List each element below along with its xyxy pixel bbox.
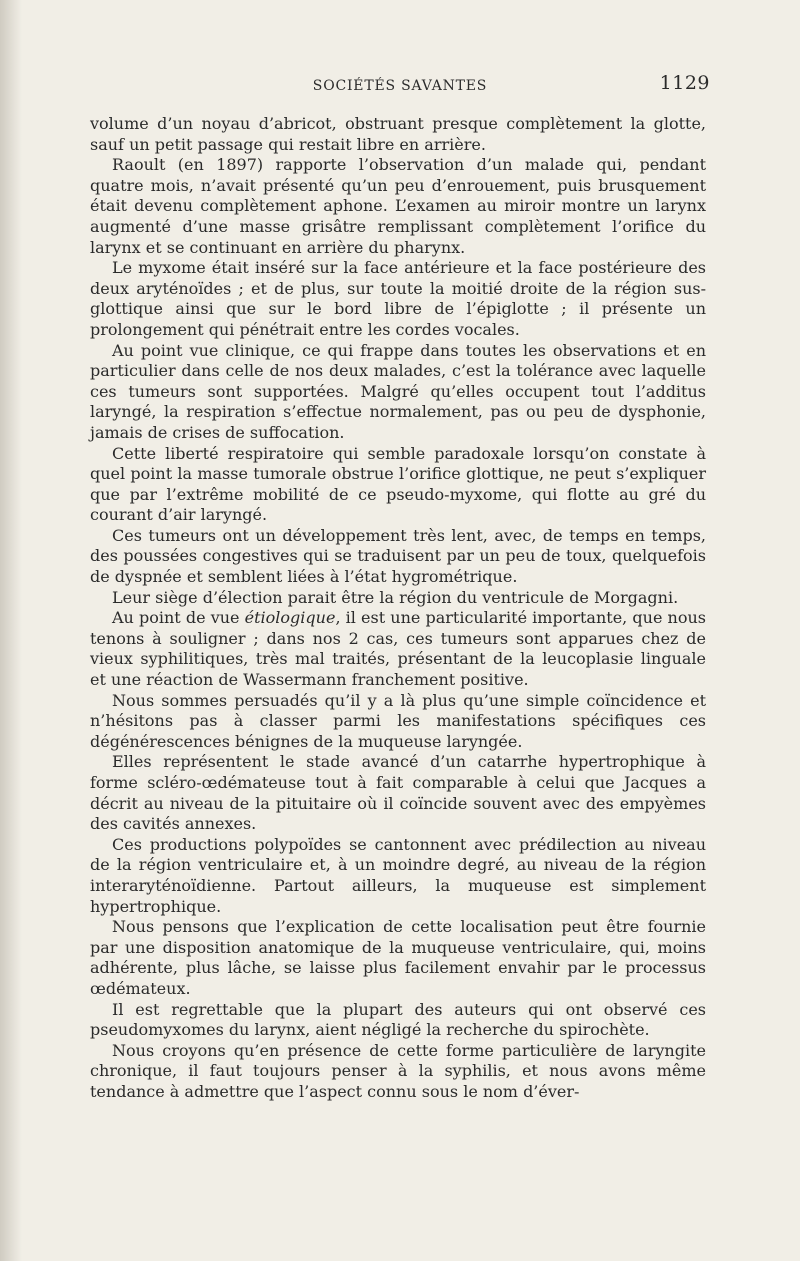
paragraph-7: Leur siège d’élection parait être la région du ventricule de Morgagni. xyxy=(112,587,679,607)
paragraph-4: Au point vue clinique, ce qui frappe dans toutes les observations et en particulier dans celle de nos deux malades, c’est la tolérance avec laquelle ces tumeurs sont supportées. Malgré qu’elles occupent tout l’additus laryngé, la respiration s’effectue normalement, pas ou peu de dysphonie, jamais de crises de suffocation. xyxy=(90,340,706,442)
paragraph-6: Ces tumeurs ont un développement très lent, avec, de temps en temps, des poussées congestives qui se traduisent par un peu de toux, quelquefois de dyspnée et semblent liées à l’état hygrométrique. xyxy=(90,525,706,587)
page-number: 1129 xyxy=(659,72,710,94)
paragraph-13: Il est regrettable que la plupart des auteurs qui ont observé ces pseudomyxomes du larynx, aient négligé la recherche du spirochète. xyxy=(90,999,706,1040)
running-title: SOCIÉTÉS SAVANTES xyxy=(312,78,488,94)
paragraph-10: Elles représentent le stade avancé d’un catarrhe hypertrophique à forme scléro-œdémateuse tout à fait comparable à celui que Jacques a décrit au niveau de la pituitaire où il coïncide souvent avec des empyèmes des cavités annexes. xyxy=(90,752,706,834)
etiology-after: , il est une particularité importante, que nous tenons à souligner ; dans nos 2 cas, ces tumeurs sont apparues chez de vieux syphilitiques, très mal traités, présentant de la leucoplasie linguale et une réaction de Wassermann franchement positive. xyxy=(90,608,706,690)
article-body xyxy=(90,114,706,1103)
paragraph-12: Nous pensons que l’explication de cette localisation peut être fournie par une disposition anatomique de la muqueuse ventriculaire, qui, moins adhérente, plus lâche, se laisse plus facilement envahir par le processus œdémateux. xyxy=(90,917,706,998)
paragraph-11: Ces productions polypoïdes se cantonnent avec prédilection au niveau de la région ventriculaire et, à un moindre degré, au niveau de la région interaryténoïdienne. Partout ailleurs, la muqueuse est simplement hypertrophique. xyxy=(90,834,706,916)
paragraph-1: volume d’un noyau d’abricot, obstruant presque complètement la glotte, sauf un petit passage qui restait libre en arrière. xyxy=(90,114,706,154)
page-header xyxy=(90,72,710,98)
etiology-italic-term: étiologique xyxy=(244,608,336,628)
paragraph-2: Raoult (en 1897) rapporte l’observation d’un malade qui, pendant quatre mois, n’avait présenté qu’un peu d’enrouement, puis brusquement était devenu complètement aphone. L’examen au miroir montre un larynx augmenté d’une masse grisâtre remplissant complètement l’orifice du larynx et se continuant en arrière du pharynx. xyxy=(90,155,706,257)
scan-edge-shadow xyxy=(0,0,22,1261)
paragraph-8-etiology xyxy=(90,608,706,690)
paragraph-3: Le myxome était inséré sur la face antérieure et la face postérieure des deux aryténoïdes ; et de plus, sur toute la moitié droite de la région sus-glottique ainsi que sur le bord libre de l’épiglotte ; il présente un prolongement qui pénétrait entre les cordes vocales. xyxy=(90,258,706,339)
paragraph-9: Nous sommes persuadés qu’il y a là plus qu’une simple coïncidence et n’hésitons pas à classer parmi les manifestations spécifiques ces dégénérescences bénignes de la muqueuse laryngée. xyxy=(90,690,706,751)
paragraph-14: Nous croyons qu’en présence de cette forme particulière de laryngite chronique, il faut toujours penser à la syphilis, et nous avons même tendance à admettre que l’aspect connu sous le nom d’éver- xyxy=(90,1040,706,1101)
etiology-before: Au point de vue xyxy=(112,608,245,628)
paragraph-5: Cette liberté respiratoire qui semble paradoxale lorsqu’on constate à quel point la masse tumorale obstrue l’orifice glottique, ne peut s’expliquer que par l’extrême mobilité de ce pseudo-myxome, qui flotte au gré du courant d’air laryngé. xyxy=(90,443,706,525)
